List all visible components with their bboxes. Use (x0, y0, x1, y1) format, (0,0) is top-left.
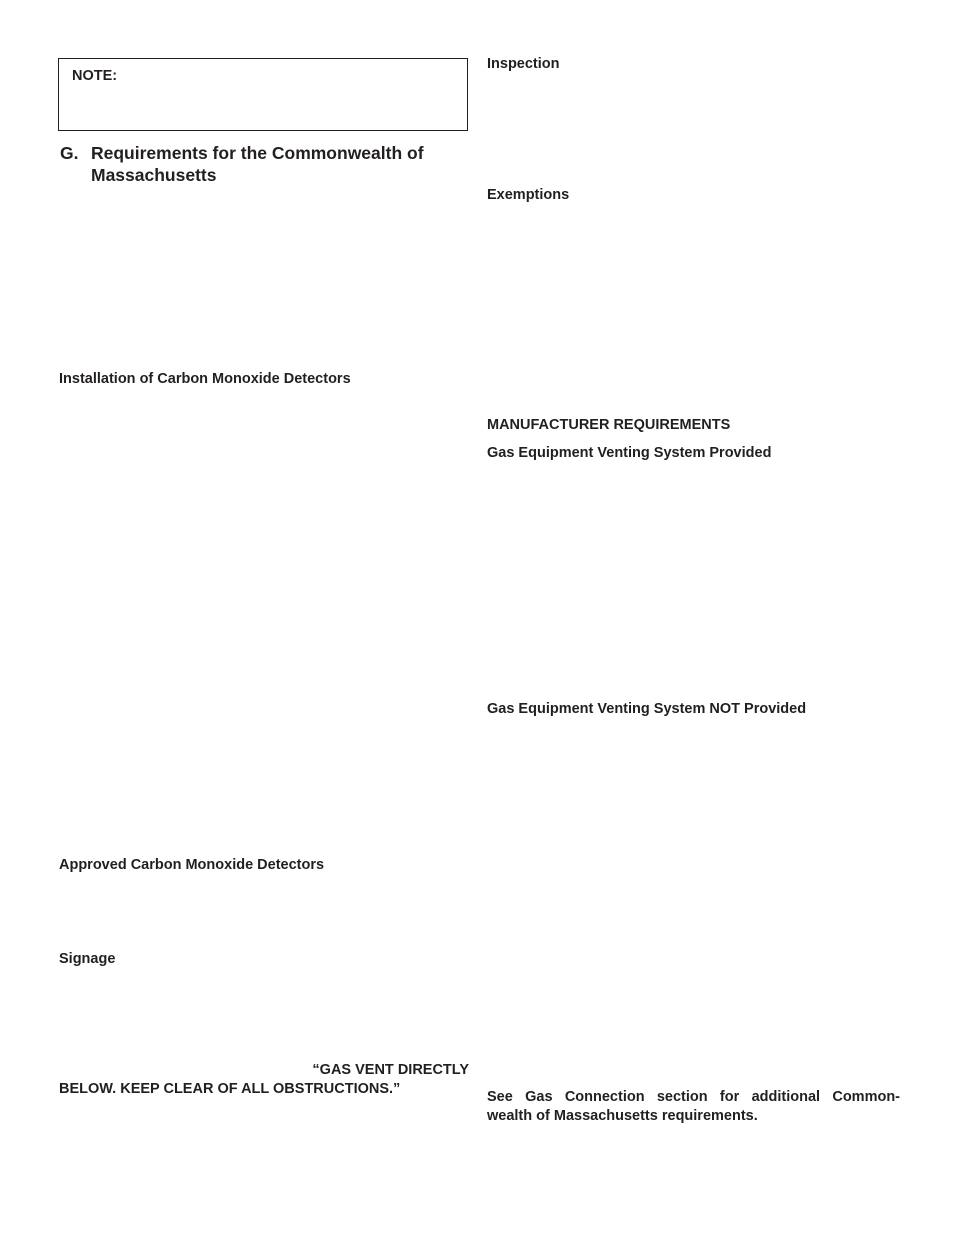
see-text-line2: wealth of Massachusetts requirements. (487, 1108, 758, 1124)
sign-text (59, 1061, 469, 1099)
venting-provided-heading: Gas Equipment Venting System Provided (487, 445, 772, 461)
inspection-heading: Inspection (487, 56, 560, 72)
section-letter: G. (60, 143, 79, 163)
signage-heading: Signage (59, 951, 116, 967)
installation-heading: Installation of Carbon Monoxide Detectors (59, 371, 351, 387)
manufacturer-requirements-heading: MANUFACTURER REQUIREMENTS (487, 417, 731, 433)
see-gas-connection-text (487, 1088, 900, 1126)
exemptions-heading: Exemptions (487, 187, 570, 203)
note-box (58, 58, 468, 131)
section-title-line1: Requirements for the Commonwealth of (91, 143, 424, 163)
section-g-heading (60, 142, 470, 186)
note-label: NOTE: (72, 68, 118, 84)
sign-text-line1: “GAS VENT DIRECTLY (312, 1062, 469, 1078)
venting-not-provided-heading: Gas Equipment Venting System NOT Provided (487, 701, 807, 717)
see-text-line1: See Gas Connection section for additional Common- (487, 1089, 900, 1105)
approved-detectors-heading: Approved Carbon Monoxide Detectors (59, 857, 325, 873)
sign-text-line2: BELOW. KEEP CLEAR OF ALL OBSTRUCTIONS.” (59, 1081, 401, 1097)
section-title-line2: Massachusetts (91, 165, 217, 185)
